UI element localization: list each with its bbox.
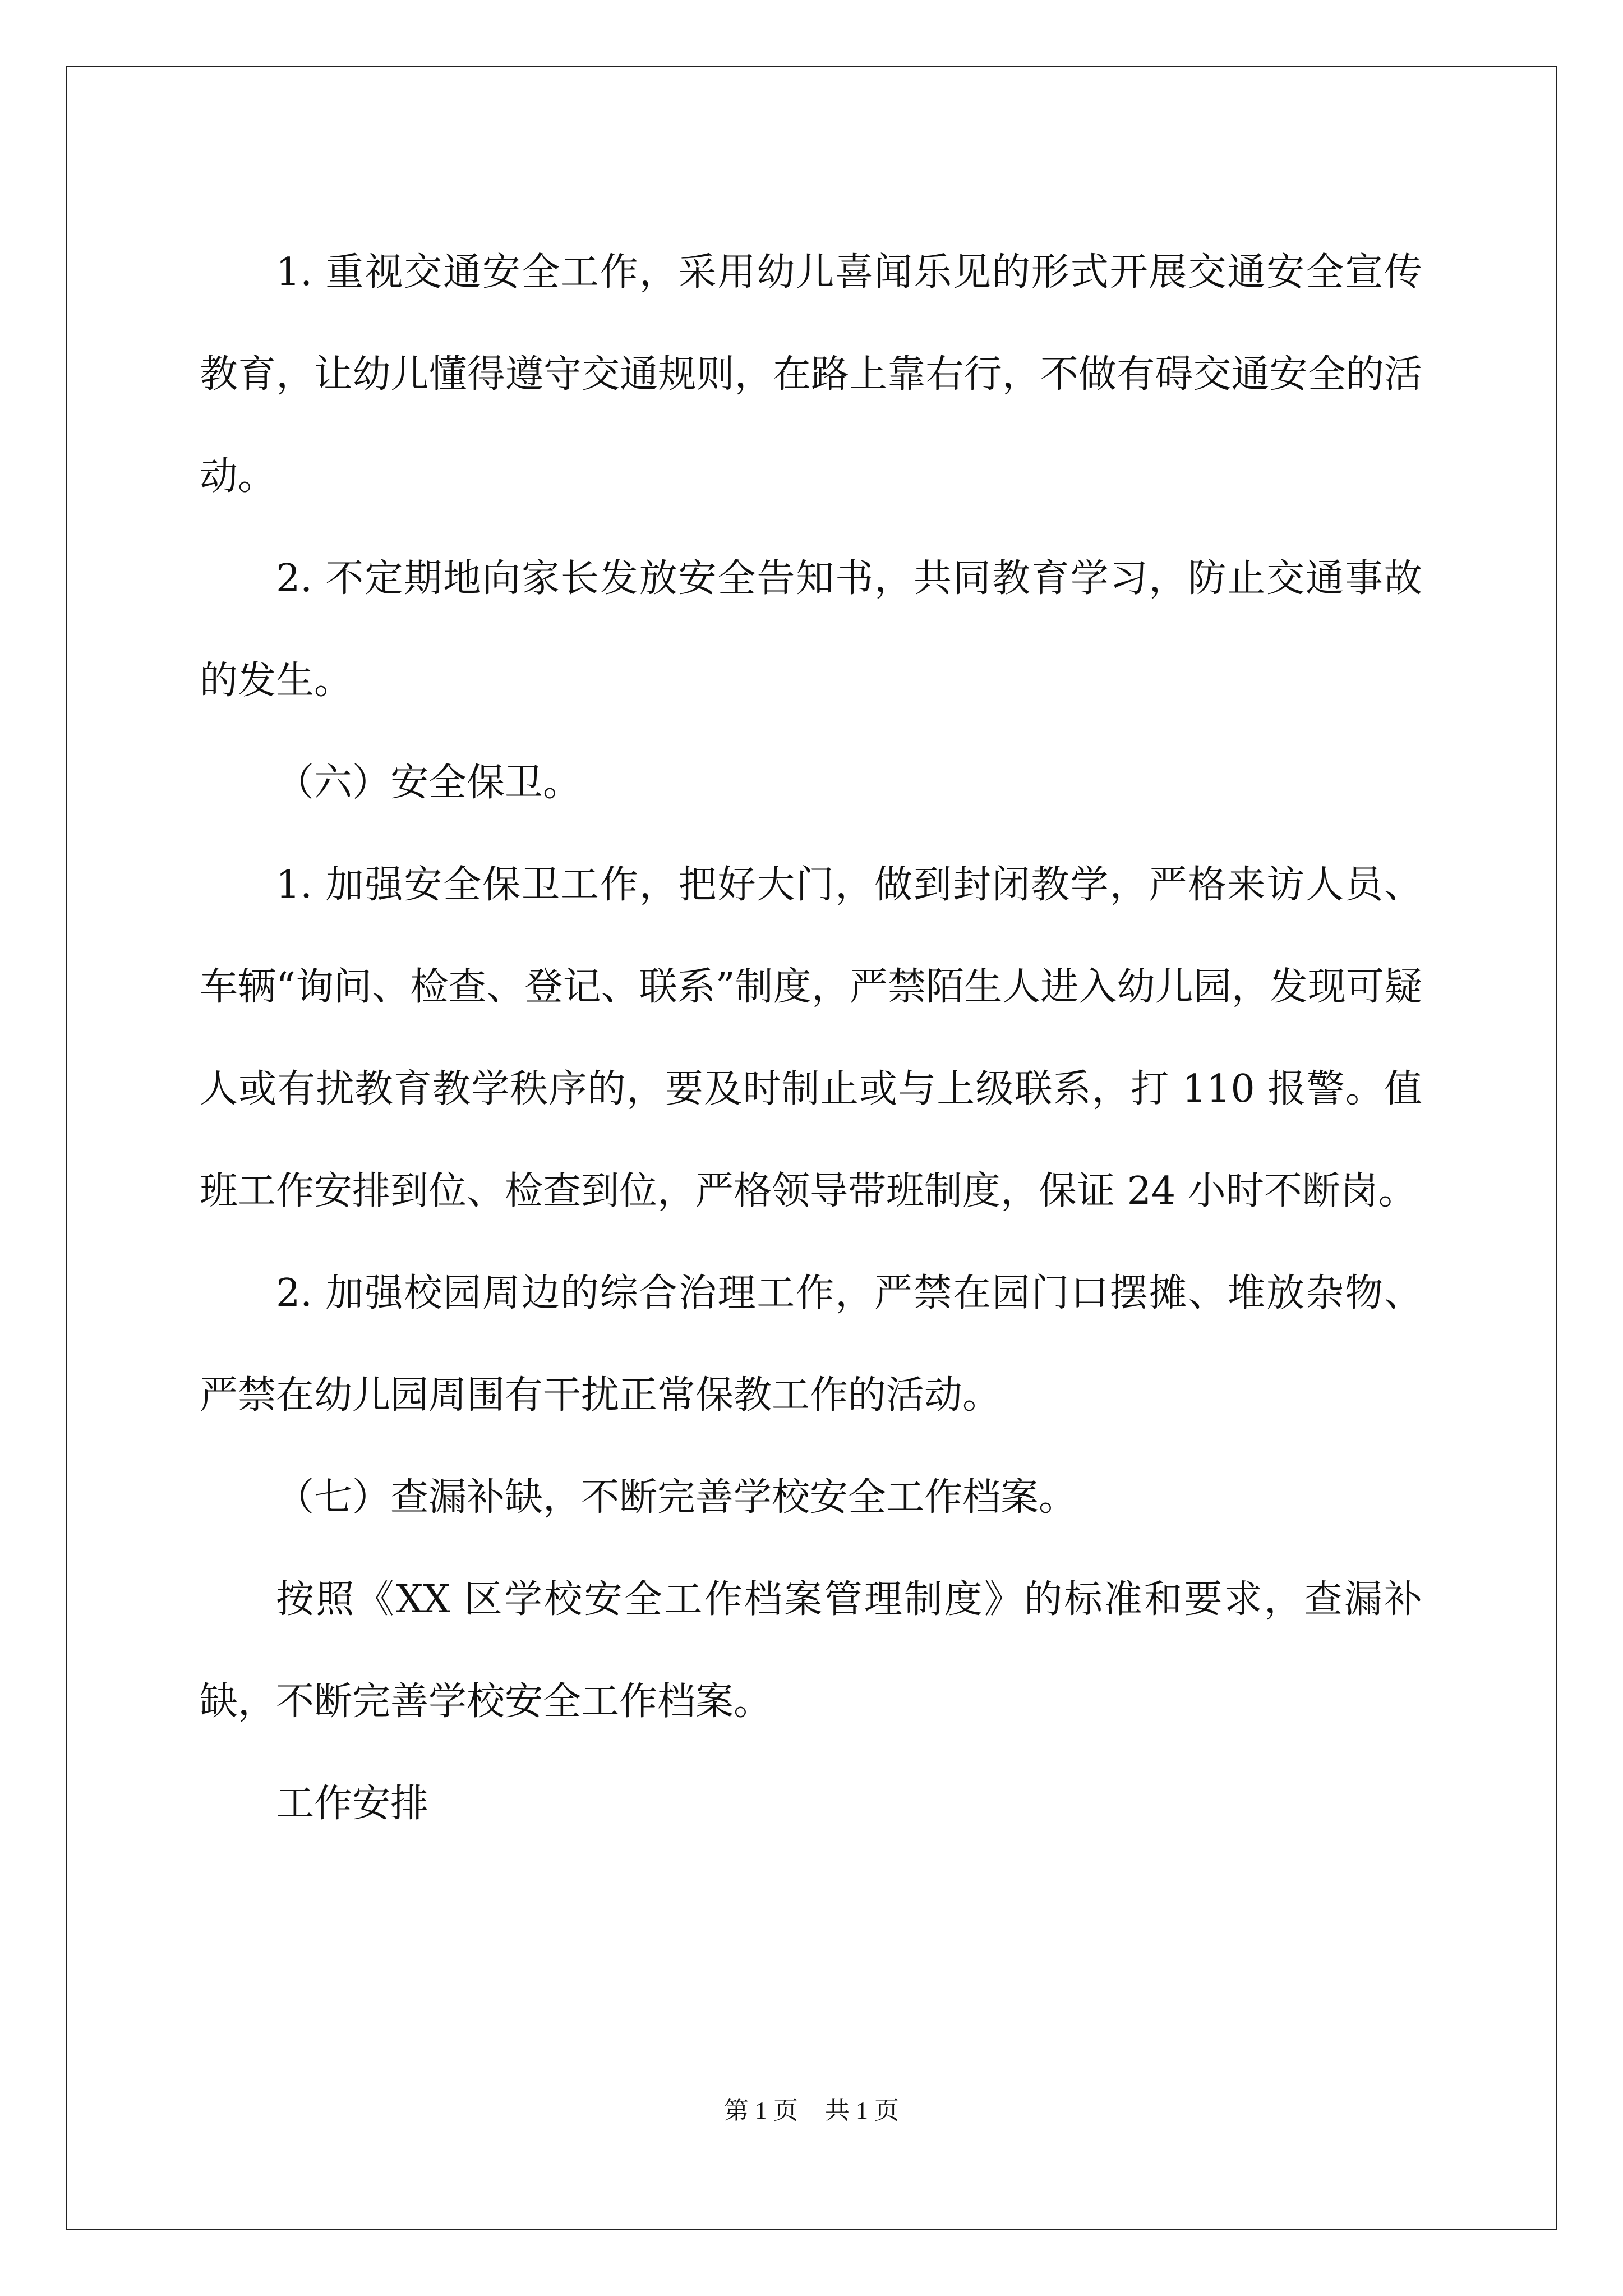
paragraph-campus-surroundings: 2. 加强校园周边的综合治理工作，严禁在园门口摆摊、堆放杂物、严禁在幼儿园周围有干扰正常保教工作的活动。: [200, 1271, 1422, 1418]
page-number: 第 1 页: [724, 2097, 798, 2124]
page-total: 共 1 页: [825, 2097, 899, 2124]
page-footer: [0, 2090, 1623, 2126]
paragraph-archives: 按照《XX 区学校安全工作档案管理制度》的标准和要求，查漏补缺，不断完善学校安全工作档案。: [200, 1577, 1422, 1724]
section-heading-security: （六）安全保卫。: [276, 761, 582, 805]
heading-work-arrangement: 工作安排: [276, 1782, 429, 1826]
section-heading-archives: （七）查漏补缺，不断完善学校安全工作档案。: [276, 1475, 1077, 1520]
paragraph-security-guard: 1. 加强安全保卫工作，把好大门，做到封闭教学，严格来访人员、车辆“询问、检查、登记、联系”制度，严禁陌生人进入幼儿园，发现可疑人或有扰教育教学秩序的，要及时制止或与上级联系，打 110 报警。值班工作安排到位、检查到位，严格领导带班制度，保证 24 小时不断岗。: [200, 863, 1422, 1213]
paragraph-parent-notice: 2. 不定期地向家长发放安全告知书，共同教育学习，防止交通事故的发生。: [200, 556, 1422, 703]
document-body: [200, 222, 1422, 1855]
paragraph-traffic-education: 1. 重视交通安全工作，采用幼儿喜闻乐见的形式开展交通安全宣传教育，让幼儿懂得遵守交通规则，在路上靠右行，不做有碍交通安全的活动。: [200, 250, 1422, 499]
